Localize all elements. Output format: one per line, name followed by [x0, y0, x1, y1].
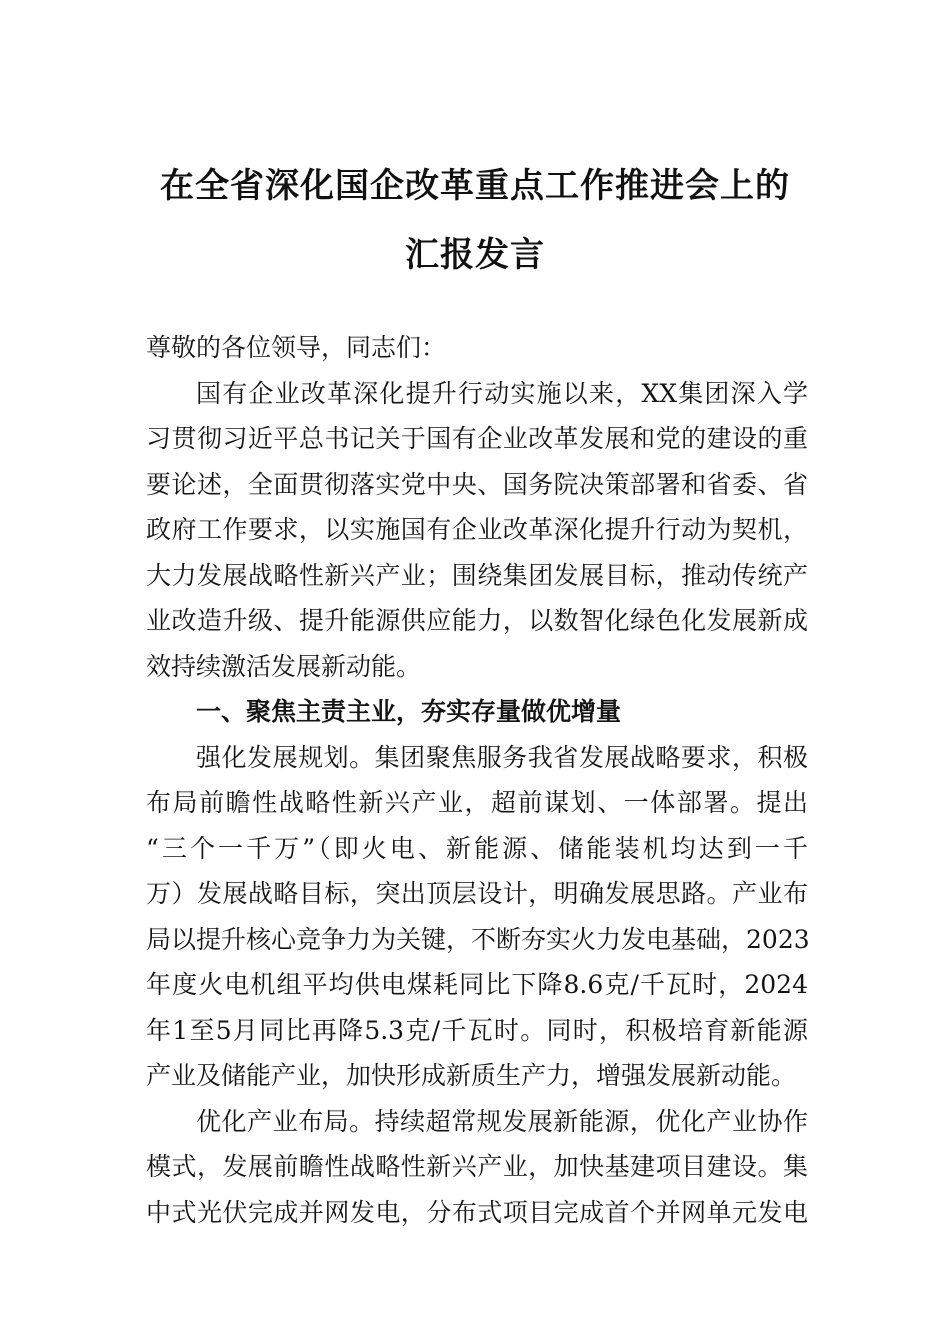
paragraph-1-line: 政府工作要求，以实施国有企业改革深化提升行动为契机，: [146, 515, 808, 544]
paragraph-2-line: 局以提升核心竞争力为关键，不断夯实火力发电基础，2023: [146, 924, 810, 954]
paragraph-2-line: 万）发展战略目标，突出顶层设计，明确发展思路。产业布: [146, 879, 808, 908]
salutation: 尊敬的各位领导，同志们：: [146, 333, 447, 362]
document-title-line-1: 在全省深化国企改革重点工作推进会上的: [160, 166, 790, 206]
paragraph-2-line: 强化发展规划。集团聚焦服务我省发展战略要求，积极: [196, 742, 808, 772]
paragraph-2-line: “三个一千万”（即火电、新能源、储能装机均达到一千: [146, 833, 808, 863]
document-body: [146, 325, 808, 1235]
paragraph-3-line: 模式，发展前瞻性战略性新兴产业，加快基建项目建设。集: [146, 1152, 808, 1181]
paragraph-2-line: 布局前瞻性战略性新兴产业，超前谋划、一体部署。提出: [146, 788, 808, 817]
paragraph-1-line: 效持续激活发展新动能。: [146, 651, 422, 681]
paragraph-1-line: 大力发展战略性新兴产业；围绕集团发展目标，推动传统产: [146, 560, 808, 590]
paragraph-1-line: 业改造升级、提升能源供应能力，以数智化绿色化发展新成: [146, 606, 808, 635]
paragraph-1-line: 习贯彻习近平总书记关于国有企业改革发展和党的建设的重: [146, 424, 808, 453]
paragraph-1-line: 要论述，全面贯彻落实党中央、国务院决策部署和省委、省: [146, 469, 808, 499]
section-heading-1: 一、聚焦主责主业，夯实存量做优增量: [196, 697, 622, 726]
paragraph-2-line: 年1至5月同比再降5.3克/千瓦时。同时，积极培育新能源: [146, 1015, 808, 1045]
paragraph-2-line: 产业及储能产业，加快形成新质生产力，增强发展新动能。: [146, 1061, 797, 1090]
paragraph-1-line: 国有企业改革深化提升行动实施以来，XX集团深入学: [196, 378, 808, 408]
document-title-line-2: 汇报发言: [405, 235, 545, 275]
paragraph-2-line: 年度火电机组平均供电煤耗同比下降8.6克/千瓦时，2024: [146, 970, 808, 999]
paragraph-3-line: 优化产业布局。持续超常规发展新能源，优化产业协作: [196, 1106, 808, 1136]
paragraph-3-line: 中式光伏完成并网发电，分布式项目完成首个并网单元发电: [146, 1197, 808, 1227]
